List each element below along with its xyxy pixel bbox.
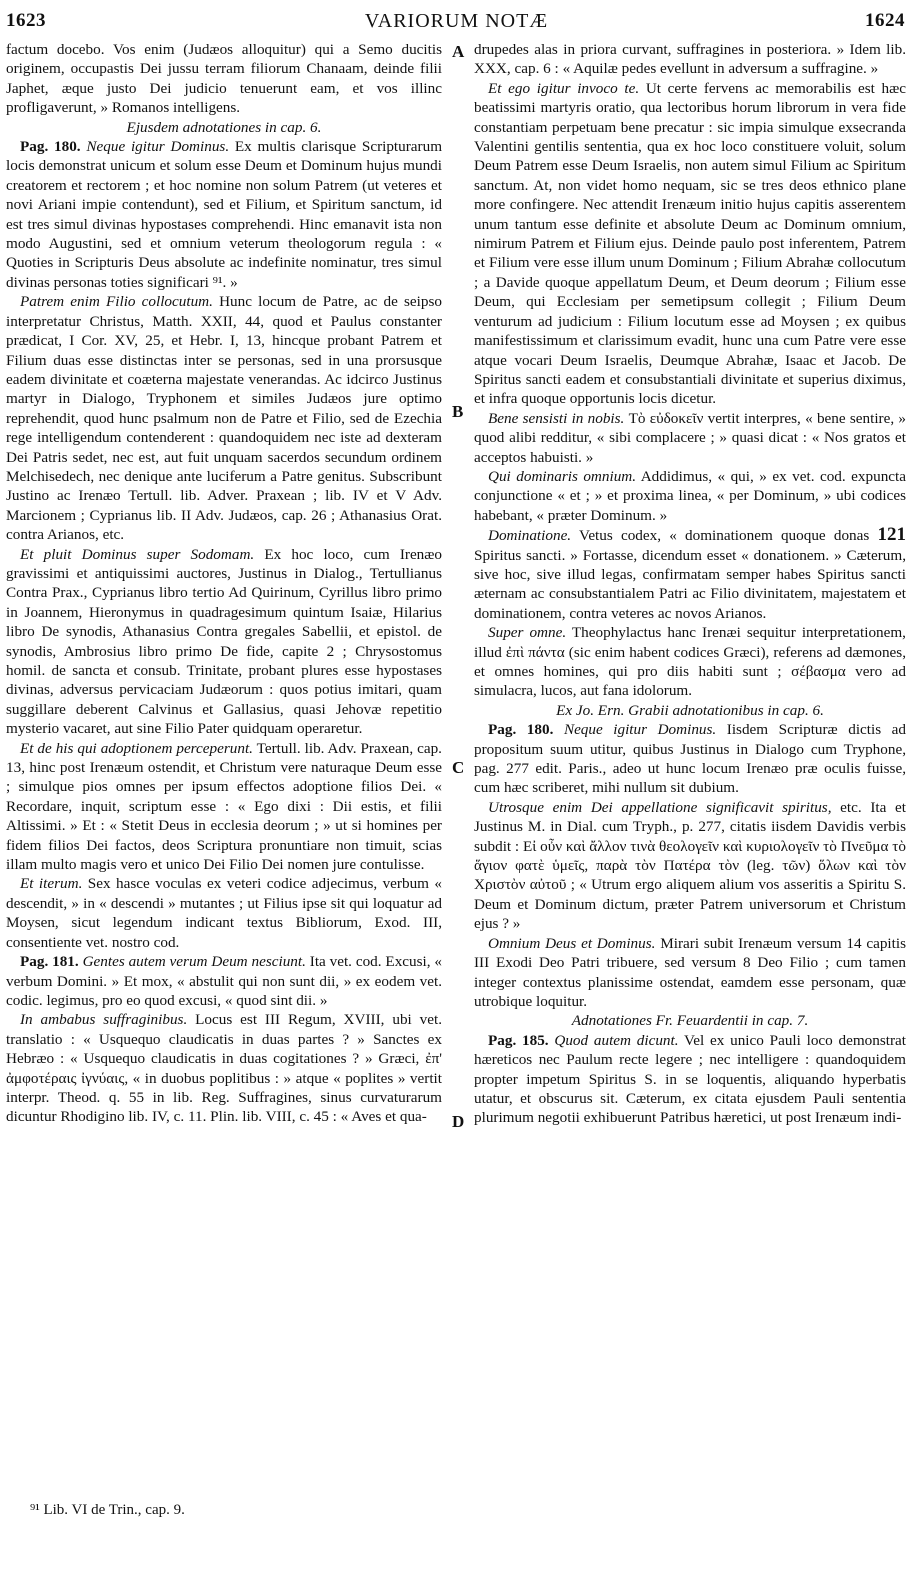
page-number-left: 1623 [6, 10, 46, 31]
section-heading: Ex Jo. Ern. Grabii adnotationibus in cap. 6. [556, 701, 824, 719]
left-column [6, 40, 442, 1127]
paragraph: Pag. 180. Neque igitur Dominus. Iisdem Scripturæ dictis ad propositum suum utitur, quibus Justinus in Dialogo cum Tryphone, pag. 277 edit. Paris., adeo ut hunc locum Irenæo præ oculis fuisse, cum hæc scriberet, mihi nullum sit dubium. [474, 721, 907, 797]
paragraph: Qui dominaris omnium. Addidimus, « qui, » ex vet. cod. expuncta conjunctione « et ; » et proxima linea, « per Dominum, » ubi codices habebant, « præter Dominum. » [474, 467, 906, 524]
footnote: ⁹¹ Lib. VI de Trin., cap. 9. [30, 1502, 185, 1518]
column-number: 121 [877, 524, 906, 546]
margin-letter-b: B [452, 402, 464, 421]
running-title: VARIORUM NOTÆ [364, 10, 549, 32]
margin-letter-d: D [452, 1112, 465, 1131]
paragraph: Et pluit Dominus super Sodomam. Ex hoc loco, cum Irenæo gravissimi et antiquissimi auctores, Justinus in Dialog., Tertullianus Contra Prax., Cyprianus libro tertio Ad Quirinum, Cyrillus libro primo in Joannem, Hieronymus in quadragesimum quintum Isaiæ, Hilarius libro De synodis, Athanasius Contra gregales Sabellii, et epistol. de synodis, Ambrosius libro primo De fide, capite 2 ; Chrysostomus homil. de sancta et consub. Trinitate, probant plures esse hypostases divinas, adversus pervicaciam Judæorum : quos potius imitari, quam suggillare deberent Calvinus et Gallasius, quasi Jehovæ repetitio mysterio vacaret, aut sine Filio Pater quidquam operaretur. [6, 545, 442, 738]
paragraph: Et ego igitur invoco te. Ut certe fervens ac memorabilis est hæc beatissimi martyris oratio, qua lectoribus horum librorum in vera fide constantiam perpetuam bene precatur : sic impia simulque exsecranda Valentini gentilis sententia, qua ex hoc loco constituere voluit, solum Deum Patrem esse Deum Israelis, non autem simul Filium ac Spiritum sanctum. At, non videt homo nequam, sic se tres deos ethnico plane more confingere. Nec attendit Irenæum initio hujus capitis asserentem unum tantum esse definite et absolute Deum ac Dominum omnium, nimirum Patrem et Filium ejus. Deinde paulo post inferentem, Patrem et Filium vere esse illum unum Dominum ; Filium Abrahæ collocutum ; a Davide quoque appellatum Deum, et Deum deorum ; Filium esse Deum, qui Ecclesiam per semetipsum collegit ; Filium Deum venturum ad judicium : Filium locutum esse ad Moysen ; ex quibus manifestissimum et clarissimum evadit, hunc una cum Patre vere esse atque vocari Deum Israelis, Deumque Abrahæ, Isaac et Jacob. De Spiritus sancti eadem et consubstantiali divinitate et superius diximus, et infra quoque opportunis locis dicetur. [474, 79, 907, 408]
paragraph: Pag. 180. Neque igitur Dominus. Ex multis clarisque Scripturarum locis demonstrat unicum et solum esse Deum et Dominum hujus mundi creatorem et rectorem ; et hoc nomine non solum Patrem (ut veteres et novi Ariani impie contendunt), sed et Filium, et Spiritum sanctum, id est tres simul divinas hypostases comprehendi. Hinc emanavit ista non modo Augustini, sed et omnium veterum theologorum regula : « Quoties in Scripturis Deus absolute ac indefinite nominatur, tres simul divinas personas toties significari ⁹¹. » [6, 138, 443, 291]
paragraph: Pag. 185. Quod autem dicunt. Vel ex unico Pauli loco demonstrat hæreticos nec Paulum recte legere ; nec intelligere : quandoquidem propter impetum Spiritus S. in se loquentis, aliquando hyperbatis utatur, et obscurus sit. Cæterum, ex citata ejusdem Pauli sententia plurimum negotii exhibuerunt Patribus hæretici, ut post Irenæum indi- [474, 1031, 907, 1127]
paragraph: Omnium Deus et Dominus. Mirari subit Irenæum versum 14 capitis III Exodi Deo Patri tribuere, sed versum 8 Deo Filio ; cum tamen integer contextus planissime ostendat, eamdem esse personam, quæ utrobique loquitur. [474, 934, 906, 1010]
paragraph: Dominatione. Vetus codex, « dominationem quoque donas 121 Spiritus sancti. » Fortasse, dicendum esset « donationem. » Cæterum, sive hoc, sive illud legas, confirmatam semper habes Spiritus sancti æternam ac consubstantialem Patri ac Filio divinitatem, majestatem et dominationem, contra veteres ac novos Arianos. [474, 524, 906, 622]
paragraph: factum docebo. Vos enim (Judæos alloquitur) qui a Semo ducitis originem, occupastis Dei jussu terram filiorum Chanaam, deinde filii Japhet, æque justo Dei judicio tenuerunt eam, et vos illinc profligaverunt, » Romanos intelligens. [6, 41, 442, 117]
paragraph: Utrosque enim Dei appellatione significavit spiritus, etc. Ita et Justinus M. in Dial. cum Tryph., p. 277, citatis iisdem Davidis verbis subdit : Εἰ οὖν καὶ ἄλλον τινὰ θεολογεῖν καὶ κυριολογεῖν τὸ Πνεῦμα τὸ ἅγιον φατὲ ὑμεῖς, παρὰ τὸν Πατέρα τὸν (leg. τῶν) ὅλων καὶ τὸν Χριστὸν αὐτοῦ ; « Utrum ergo aliquem alium vos asseritis a Spiritu S. Deum et Dominum dictum, præter Patrem universorum et Christum ejus ? » [474, 798, 906, 933]
margin-letter-a: A [452, 42, 465, 61]
paragraph: Pag. 181. Gentes autem verum Deum nesciunt. Ita vet. cod. Excusi, « verbum Domini. » Et mox, « abstulit qui non sunt dii, » ex eodem vet. codic. legimus, pro eo quod excusi, « quod sint dii. » [6, 953, 442, 1009]
paragraph: Et de his qui adoptionem perceperunt. Tertull. lib. Adv. Praxean, cap. 13, hinc post Irenæum ostendit, et Christum vere naturaque Deum esse ; simulque pios omnes per ipsum effectos adoptione filios Dei. « Recordare, inquit, scriptum esse : « Ego dixi : Dii estis, et filii Altissimi. » Et : « Stetit Deus in ecclesia deorum ; » ut si homines per fidem filios Dei factos, deos Scriptura pronuntiare non timuit, scias illam multo magis vero et unico Dei Filio Dei nomen jure contulisse. [6, 739, 442, 874]
paragraph: Super omne. Theophylactus hanc Irenæi sequitur interpretationem, illud ἐπὶ πάντα (sic enim habent codices Græci), referens ad dæmones, et omnes homines, qui pro diis habiti sunt ; σέβασμα vero ad simulacra, lucos, aut fana idolorum. [474, 624, 906, 700]
paragraph: drupedes alas in priora curvant, suffragines in posteriora. » Idem lib. XXX, cap. 6 : « Aquilæ pedes evellunt in adversum a suffragine. » [474, 41, 906, 78]
paragraph: Patrem enim Filio collocutum. Hunc locum de Patre, ac de seipso interpretatur Christus, Matth. XXII, 44, quod et Paulus constanter prædicat, I Cor. XV, 25, et Hebr. I, 13, hincque probant Patrem et Filium duas esse distinctas inter se personas, sed in una prorsusque eadem divinitate et coæterna majestate venerandas. Ac idcirco Justinus martyr in Dialogo, Tryphonem et similes Judæos jure optimo reprehendit, quod hunc psalmum non de Patre et Filio, sed de Ezechia rege intelligendum contenderent : quandoquidem nec iste ad dexteram Dei Patris sedet, nec est, aut fuit unquam sacerdos secundum ordinem Melchisedech, nec denique ante luciferum a Patre genitus. Subscribunt Justino ac Irenæo Tertull. lib. Adver. Praxean ; lib. IV et V Adv. Marcionem ; Cyprianus lib. II Adv. Judæos, cap. 26 ; Athanasius Orat. contra Arianos, etc. [6, 293, 442, 544]
section-heading: Ejusdem adnotationes in cap. 6. [126, 118, 322, 136]
right-column [474, 40, 906, 1128]
paragraph: Bene sensisti in nobis. Τὸ εὐδοκεῖν vertit interpres, « bene sentire, » quod alibi redditur, « sibi complacere ; » quasi dicat : « Nos gratos et acceptos habuisti. » [474, 409, 906, 466]
page-number-right: 1624 [865, 10, 905, 31]
section-heading: Adnotationes Fr. Feuardentii in cap. 7. [571, 1012, 809, 1030]
running-header [0, 2, 913, 38]
margin-letter-c: C [452, 758, 465, 777]
paragraph: In ambabus suffraginibus. Locus est III Regum, XVIII, ubi vet. translatio : « Usquequo claudicatis in duas partes ? » Sanctes ex Hebræo : « Usquequo claudicatis in duas cogitationes ? » Græci, ἐπ' ἀμφοτέραις ἰγνύαις, « in duobus poplitibus : » atque « poplites » vertit interpr. Theod. q. 55 in lib. Reg. Suffragines, sinus curvaturarum dicuntur Rhodigino lib. IV, c. 11. Plin. lib. VIII, c. 45 : « Aves et qua- [6, 1011, 443, 1126]
paragraph: Et iterum. Sex hasce voculas ex veteri codice adjecimus, verbum « descendit, » in « descendi » mutantes ; ut Filius ipse sit qui loquatur ad Moysen, sicut legendum indicant textus Bibliorum, Exod. III, consentiente vet. nostro cod. [6, 875, 442, 951]
